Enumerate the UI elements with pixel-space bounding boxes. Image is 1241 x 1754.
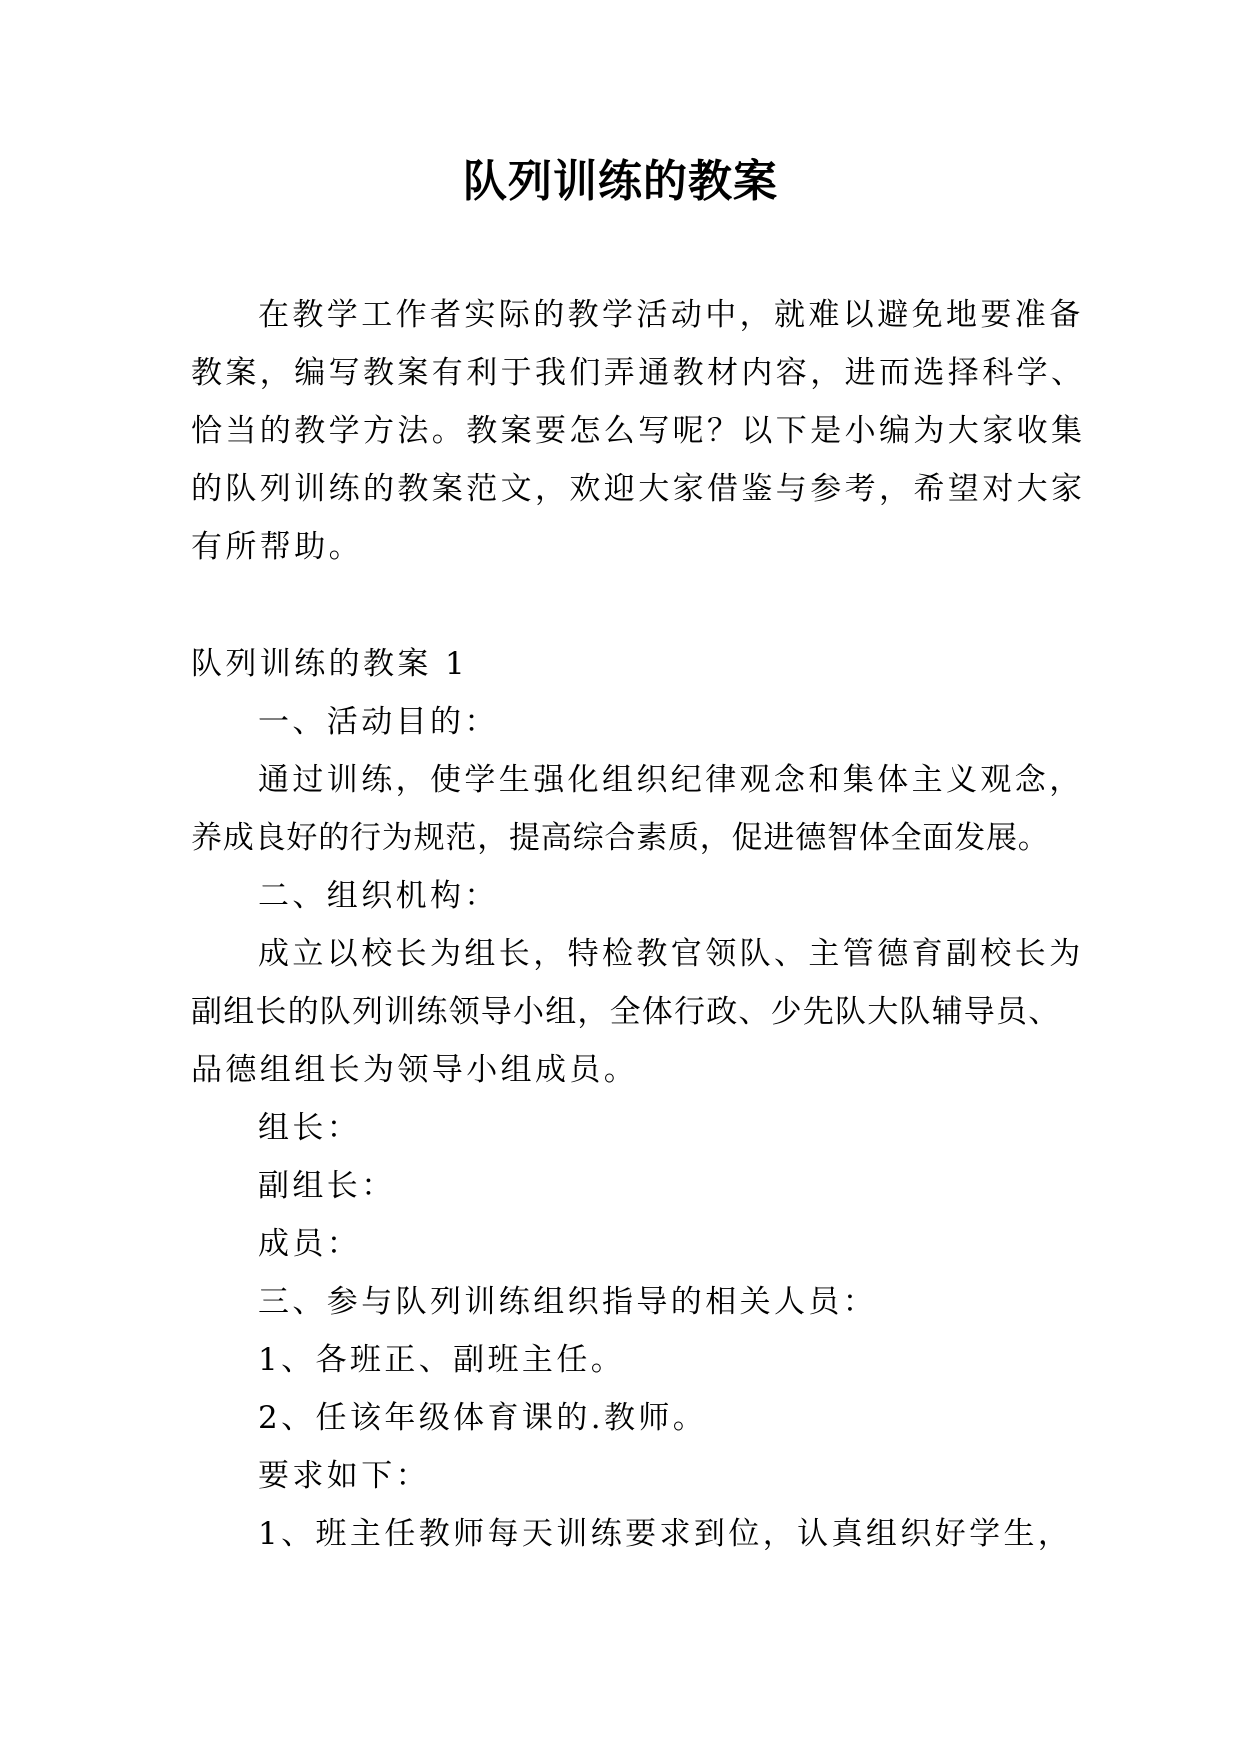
body-line: 养成良好的行为规范，提高综合素质，促进德智体全面发展。 [191,820,1050,856]
body-line: 副组长的队列训练领导小组，全体行政、少先队大队辅导员、 [191,994,1061,1030]
body-line: 品德组组长为领导小组成员。 [191,1052,639,1088]
body-line: 副组长： [258,1168,396,1204]
body-line: 1、班主任教师每天训练要求到位，认真组织好学生， [258,1516,1073,1552]
body-line: 组长： [258,1110,362,1146]
body-line: 2、任该年级体育课的.教师。 [258,1400,708,1436]
body-line: 成立以校长为组长，特检教官领队、主管德育副校长为 [258,936,1084,972]
body-line: 1、各班正、副班主任。 [258,1342,626,1378]
document-title: 队列训练的教案 [463,156,778,207]
body-line: 三、参与队列训练组织指导的相关人员： [258,1284,878,1320]
body-line: 要求如下： [258,1458,430,1494]
intro-line: 恰当的教学方法。教案要怎么写呢？以下是小编为大家收集 [191,413,1086,449]
intro-line: 的队列训练的教案范文，欢迎大家借鉴与参考，希望对大家 [191,471,1086,507]
body-line: 成员： [258,1226,362,1262]
intro-line: 教案，编写教案有利于我们弄通教材内容，进而选择科学、 [191,355,1086,391]
section-heading: 队列训练的教案 1 [191,646,469,682]
body-line: 一、活动目的： [258,704,499,740]
body-line: 二、组织机构： [258,878,499,914]
intro-line: 在教学工作者实际的教学活动中，就难以避免地要准备 [258,297,1084,333]
intro-line: 有所帮助。 [191,529,363,565]
body-line: 通过训练，使学生强化组织纪律观念和集体主义观念， [258,762,1084,798]
